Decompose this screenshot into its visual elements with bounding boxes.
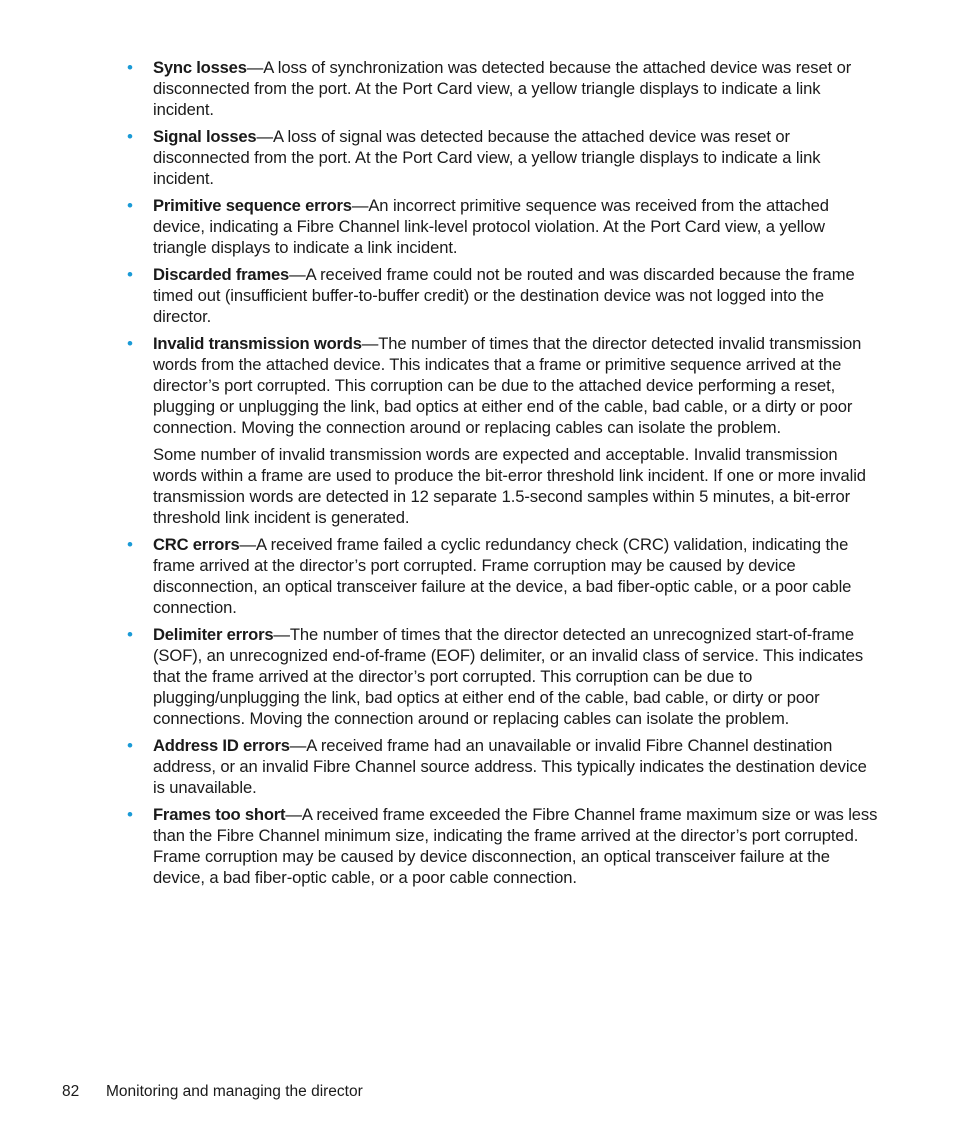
term-description: —A loss of synchronization was detected because the attached device was reset or disconnected from the port. At the Port Card view, a yellow triangle displays to indicate a link incident.: [153, 58, 852, 119]
bullet-icon: •: [127, 535, 133, 554]
term-label: Frames too short: [153, 805, 286, 824]
term-description: —A received frame had an unavailable or invalid Fibre Channel destination address, or an invalid Fibre Channel source address. This typically indicates the destination device is unavailable.: [153, 736, 867, 797]
page-number: 82: [62, 1083, 80, 1100]
bullet-icon: •: [127, 196, 133, 215]
bullet-icon: •: [127, 736, 133, 755]
bullet-icon: •: [127, 805, 133, 824]
list-item-sync-losses: [127, 57, 879, 120]
page-footer: [62, 1082, 363, 1102]
term-description: —An incorrect primitive sequence was received from the attached device, indicating a Fibre Channel link-level protocol violation. At the Port Card view, a yellow triangle displays to indicate a link incident.: [153, 196, 829, 257]
list-item-crc-errors: [127, 534, 879, 618]
term-description: —A received frame could not be routed and was discarded because the frame timed out (insufficient buffer-to-buffer credit) or the destination device was not logged into the director.: [153, 265, 855, 326]
list-item-discarded-frames: [127, 264, 879, 327]
term-label: Address ID errors: [153, 736, 290, 755]
list-item-invalid-transmission-words: [127, 333, 879, 528]
bullet-icon: •: [127, 265, 133, 284]
term-label: Invalid transmission words: [153, 334, 362, 353]
term-label: Discarded frames: [153, 265, 290, 284]
list-item-address-id-errors: [127, 735, 879, 798]
footer-section-title: Monitoring and managing the director: [106, 1083, 363, 1100]
error-counter-list: [127, 57, 879, 888]
term-description: —The number of times that the director detected invalid transmission words from the attached device. This indicates that a frame or primitive sequence arrived at the director’s port corrupted. This corruption can be due to the attached device performing a reset, plugging or unplugging the link, bad optics at either end of the cable, bad cable, or a dirty or poor connection. Moving the connection around or replacing cables can isolate the problem.: [153, 334, 862, 437]
term-description: —A received frame failed a cyclic redundancy check (CRC) validation, indicating the frame arrived at the director’s port corrupted. Frame corruption may be caused by device disconnection, an optical transceiver failure at the device, a bad fiber-optic cable, or a poor cable connection.: [153, 535, 852, 617]
list-item-frames-too-short: [127, 804, 879, 888]
term-label: Primitive sequence errors: [153, 196, 352, 215]
bullet-icon: •: [127, 334, 133, 353]
term-label: Delimiter errors: [153, 625, 274, 644]
term-extra-paragraph: Some number of invalid transmission words are expected and acceptable. Invalid transmission words within a frame are used to produce the bit-error threshold link incident. If one or more invalid transmission words are detected in 12 separate 1.5-second samples within 5 minutes, a bit-error threshold link incident is generated.: [153, 445, 866, 527]
term-description: —A loss of signal was detected because the attached device was reset or disconnected from the port. At the Port Card view, a yellow triangle displays to indicate a link incident.: [153, 127, 821, 188]
list-item-signal-losses: [127, 126, 879, 189]
list-item-delimiter-errors: [127, 624, 879, 729]
list-item-primitive-sequence-errors: [127, 195, 879, 258]
term-label: Sync losses: [153, 58, 247, 77]
page-body: [127, 57, 879, 894]
term-description: —A received frame exceeded the Fibre Channel frame maximum size or was less than the Fibre Channel minimum size, indicating the frame arrived at the director’s port corrupted. Frame corruption may be caused by device disconnection, an optical transceiver failure at the device, a bad fiber-optic cable, or a poor cable connection.: [153, 805, 878, 887]
bullet-icon: •: [127, 58, 133, 77]
term-description: —The number of times that the director detected an unrecognized start-of-frame (SOF), an unrecognized end-of-frame (EOF) delimiter, or an invalid class of service. This indicates that the frame arrived at the director’s port corrupted. This corruption can be due to plugging/unplugging the link, bad optics at either end of the cable, bad cable, or dirty or poor connections. Moving the connection around or replacing cables can isolate the problem.: [153, 625, 864, 728]
bullet-icon: •: [127, 127, 133, 146]
term-label: Signal losses: [153, 127, 257, 146]
bullet-icon: •: [127, 625, 133, 644]
term-label: CRC errors: [153, 535, 240, 554]
